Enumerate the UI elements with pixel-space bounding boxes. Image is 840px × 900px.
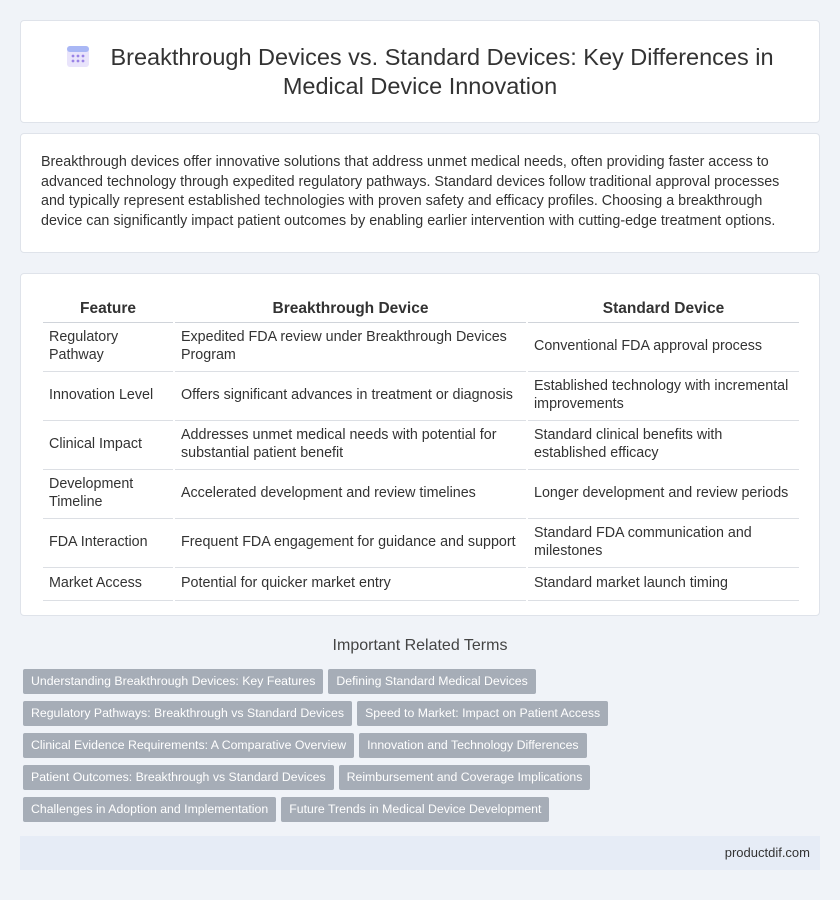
intro-paragraph: Breakthrough devices offer innovative solutions that address unmet medical needs, often providing faster access to advanced technology through expedited regulatory pathways. Standard devices follow traditional approval processes and typically represent established technologies with proven safety and efficacy profiles. Choosing a breakthrough device can significantly impact patient outcomes by enabling earlier intervention with cutting-edge treatment options. (41, 154, 780, 229)
tag-row (23, 701, 803, 733)
feature-cell: Clinical Impact (43, 420, 174, 469)
standard-cell: Conventional FDA approval process (527, 322, 799, 371)
related-term-tag[interactable]: Clinical Evidence Requirements: A Comparative Overview (23, 733, 354, 758)
tag-row (23, 733, 803, 765)
standard-cell: Standard clinical benefits with established efficacy (527, 420, 799, 469)
related-term-tag[interactable]: Speed to Market: Impact on Patient Access (357, 701, 608, 726)
related-term-tag[interactable]: Defining Standard Medical Devices (328, 669, 535, 694)
breakthrough-cell: Offers significant advances in treatment or diagnosis (174, 371, 527, 420)
related-term-tag[interactable]: Understanding Breakthrough Devices: Key Features (23, 669, 323, 694)
related-terms-list (23, 669, 803, 829)
header-breakthrough: Breakthrough Device (174, 296, 527, 322)
table-row (43, 420, 799, 469)
comparison-table (43, 296, 799, 601)
breakthrough-cell: Expedited FDA review under Breakthrough Devices Program (174, 322, 527, 371)
breakthrough-cell: Accelerated development and review timelines (174, 469, 527, 518)
footer (20, 836, 820, 870)
table-row (43, 322, 799, 371)
feature-cell: FDA Interaction (43, 518, 174, 567)
related-term-tag[interactable]: Challenges in Adoption and Implementation (23, 797, 276, 822)
feature-cell: Innovation Level (43, 371, 174, 420)
breakthrough-cell: Potential for quicker market entry (174, 567, 527, 600)
related-term-tag[interactable]: Patient Outcomes: Breakthrough vs Standard Devices (23, 765, 334, 790)
header-standard: Standard Device (527, 296, 799, 322)
breakthrough-cell: Frequent FDA engagement for guidance and support (174, 518, 527, 567)
table-row (43, 469, 799, 518)
site-name[interactable]: productdif.com (724, 845, 810, 860)
intro-card (20, 133, 820, 253)
standard-cell: Established technology with incremental improvements (527, 371, 799, 420)
tag-row (23, 669, 803, 701)
related-term-tag[interactable]: Future Trends in Medical Device Development (281, 797, 549, 822)
table-header-row (43, 296, 799, 322)
feature-cell: Development Timeline (43, 469, 174, 518)
table-row (43, 518, 799, 567)
calendar-icon (66, 44, 90, 68)
related-term-tag[interactable]: Reimbursement and Coverage Implications (339, 765, 591, 790)
title-card (20, 20, 820, 123)
table-row (43, 567, 799, 600)
standard-cell: Standard market launch timing (527, 567, 799, 600)
table-row (43, 371, 799, 420)
feature-cell: Regulatory Pathway (43, 322, 174, 371)
related-term-tag[interactable]: Regulatory Pathways: Breakthrough vs Standard Devices (23, 701, 352, 726)
tag-row (23, 797, 803, 829)
comparison-card (20, 273, 820, 616)
page-title: Breakthrough Devices vs. Standard Devices: Key Differences in Medical Device Innovation (110, 44, 774, 99)
breakthrough-cell: Addresses unmet medical needs with potential for substantial patient benefit (174, 420, 527, 469)
header-feature: Feature (43, 296, 174, 322)
related-terms-title: Important Related Terms (332, 637, 508, 654)
page-title-block (61, 43, 779, 101)
standard-cell: Standard FDA communication and milestones (527, 518, 799, 567)
related-term-tag[interactable]: Innovation and Technology Differences (359, 733, 586, 758)
tag-row (23, 765, 803, 797)
feature-cell: Market Access (43, 567, 174, 600)
standard-cell: Longer development and review periods (527, 469, 799, 518)
